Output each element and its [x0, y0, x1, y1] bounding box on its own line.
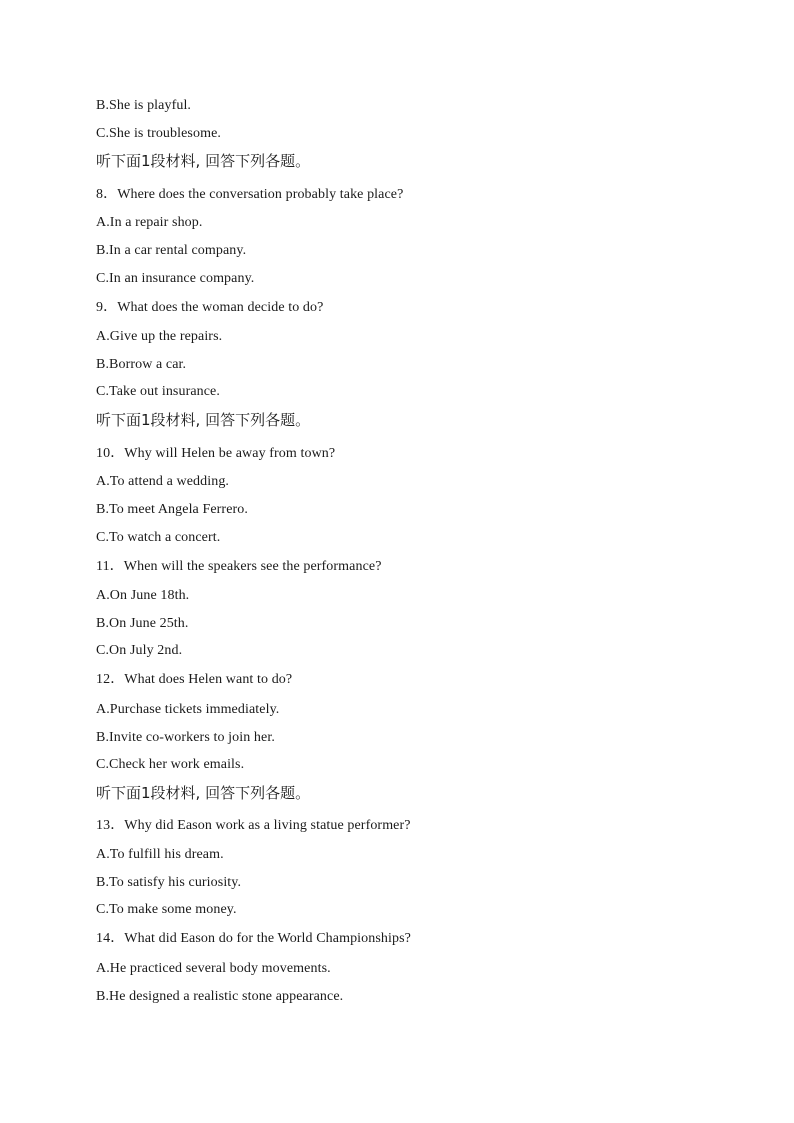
answer-option: C.In an insurance company. — [96, 271, 255, 286]
answer-option: A.Purchase tickets immediately. — [96, 702, 280, 717]
answer-option: A.In a repair shop. — [96, 215, 203, 230]
question-text: 8．Where does the conversation probably take place? — [96, 187, 404, 202]
question-text: 12．What does Helen want to do? — [96, 672, 293, 687]
answer-option: C.Check her work emails. — [96, 757, 245, 772]
answer-option: B.To meet Angela Ferrero. — [96, 502, 248, 517]
answer-option: C.Take out insurance. — [96, 384, 220, 399]
question-text: 13．Why did Eason work as a living statue performer? — [96, 818, 411, 833]
section-instruction: 听下面1段材料, 回答下列各题。 — [96, 411, 311, 429]
answer-option: B.To satisfy his curiosity. — [96, 875, 242, 890]
question-text: 11．When will the speakers see the performance? — [96, 559, 382, 574]
question-text: 10．Why will Helen be away from town? — [96, 446, 336, 461]
answer-option: B.She is playful. — [96, 98, 192, 113]
section-instruction: 听下面1段材料, 回答下列各题。 — [96, 784, 311, 802]
question-text: 14．What did Eason do for the World Championships? — [96, 931, 411, 946]
answer-option: C.To make some money. — [96, 902, 237, 917]
answer-option: B.On June 25th. — [96, 616, 189, 631]
answer-option: A.To attend a wedding. — [96, 474, 230, 489]
answer-option: B.Borrow a car. — [96, 357, 187, 372]
answer-option: A.On June 18th. — [96, 588, 190, 603]
answer-option: B.Invite co-workers to join her. — [96, 730, 275, 745]
section-instruction: 听下面1段材料, 回答下列各题。 — [96, 152, 311, 170]
answer-option: C.On July 2nd. — [96, 643, 183, 658]
answer-option: C.To watch a concert. — [96, 530, 221, 545]
answer-option: B.In a car rental company. — [96, 243, 247, 258]
answer-option: A.He practiced several body movements. — [96, 961, 331, 976]
question-text: 9．What does the woman decide to do? — [96, 300, 324, 315]
answer-option: B.He designed a realistic stone appearance. — [96, 989, 344, 1004]
answer-option: C.She is troublesome. — [96, 126, 221, 141]
answer-option: A.To fulfill his dream. — [96, 847, 224, 862]
answer-option: A.Give up the repairs. — [96, 329, 223, 344]
